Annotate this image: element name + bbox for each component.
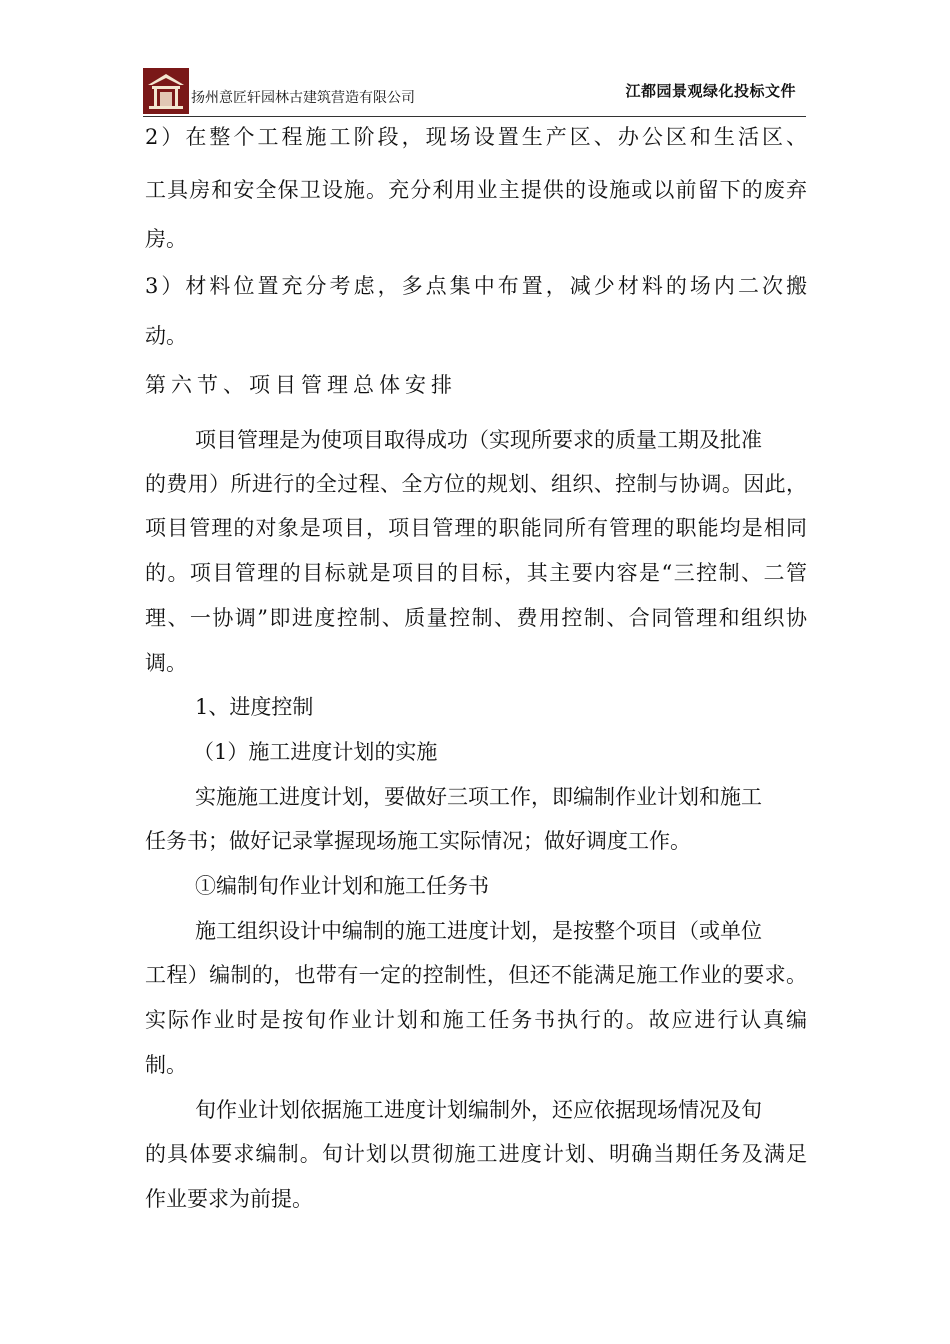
paragraph-line: 调。: [145, 651, 187, 675]
paragraph-line: 实施施工进度计划，要做好三项工作，即编制作业计划和施工: [195, 785, 762, 809]
paragraph-line: 旬作业计划依据施工进度计划编制外，还应依据现场情况及旬: [195, 1098, 762, 1122]
paragraph-line: 的具体要求编制。旬计划以贯彻施工进度计划、明确当期任务及满足: [145, 1142, 807, 1166]
paragraph-line: 动。: [145, 324, 187, 348]
page-header: [143, 68, 806, 118]
paragraph-line: 项目管理的对象是项目，项目管理的职能同所有管理的职能均是相同: [145, 516, 807, 540]
paragraph-line: 2）在整个工程施工阶段，现场设置生产区、办公区和生活区、: [145, 125, 807, 149]
paragraph-line: 施工组织设计中编制的施工进度计划，是按整个项目（或单位: [195, 919, 762, 943]
subheading: ①编制旬作业计划和施工任务书: [195, 874, 489, 898]
paragraph-line: 的费用）所进行的全过程、全方位的规划、组织、控制与协调。因此，: [145, 472, 807, 496]
paragraph-line: 房。: [145, 227, 187, 251]
header-divider: [143, 116, 806, 117]
paragraph-line: 任务书；做好记录掌握现场施工实际情况；做好调度工作。: [145, 829, 691, 853]
paragraph-line: 作业要求为前提。: [145, 1187, 313, 1211]
paragraph-line: 制。: [145, 1053, 187, 1077]
company-logo-icon: [143, 68, 189, 114]
subheading: （1）施工进度计划的实施: [193, 740, 438, 764]
document-title: 江都园景观绿化投标文件: [625, 82, 796, 100]
paragraph-line: 实际作业时是按旬作业计划和施工任务书执行的。故应进行认真编: [145, 1008, 807, 1032]
paragraph-line: 工具房和安全保卫设施。充分利用业主提供的设施或以前留下的废弃: [145, 178, 807, 202]
company-name: 扬州意匠轩园林古建筑营造有限公司: [191, 90, 415, 106]
section-heading: 第六节、项目管理总体安排: [145, 373, 457, 397]
paragraph-line: 工程）编制的，也带有一定的控制性，但还不能满足施工作业的要求。: [145, 963, 807, 987]
subheading: 1、进度控制: [195, 695, 314, 719]
paragraph-line: 3）材料位置充分考虑，多点集中布置，减少材料的场内二次搬: [145, 274, 807, 298]
paragraph-line: 的。项目管理的目标就是项目的目标，其主要内容是“三控制、二管: [145, 561, 807, 585]
paragraph-line: 理、一协调”即进度控制、质量控制、费用控制、合同管理和组织协: [145, 606, 807, 630]
paragraph-line: 项目管理是为使项目取得成功（实现所要求的质量工期及批准: [195, 428, 762, 452]
